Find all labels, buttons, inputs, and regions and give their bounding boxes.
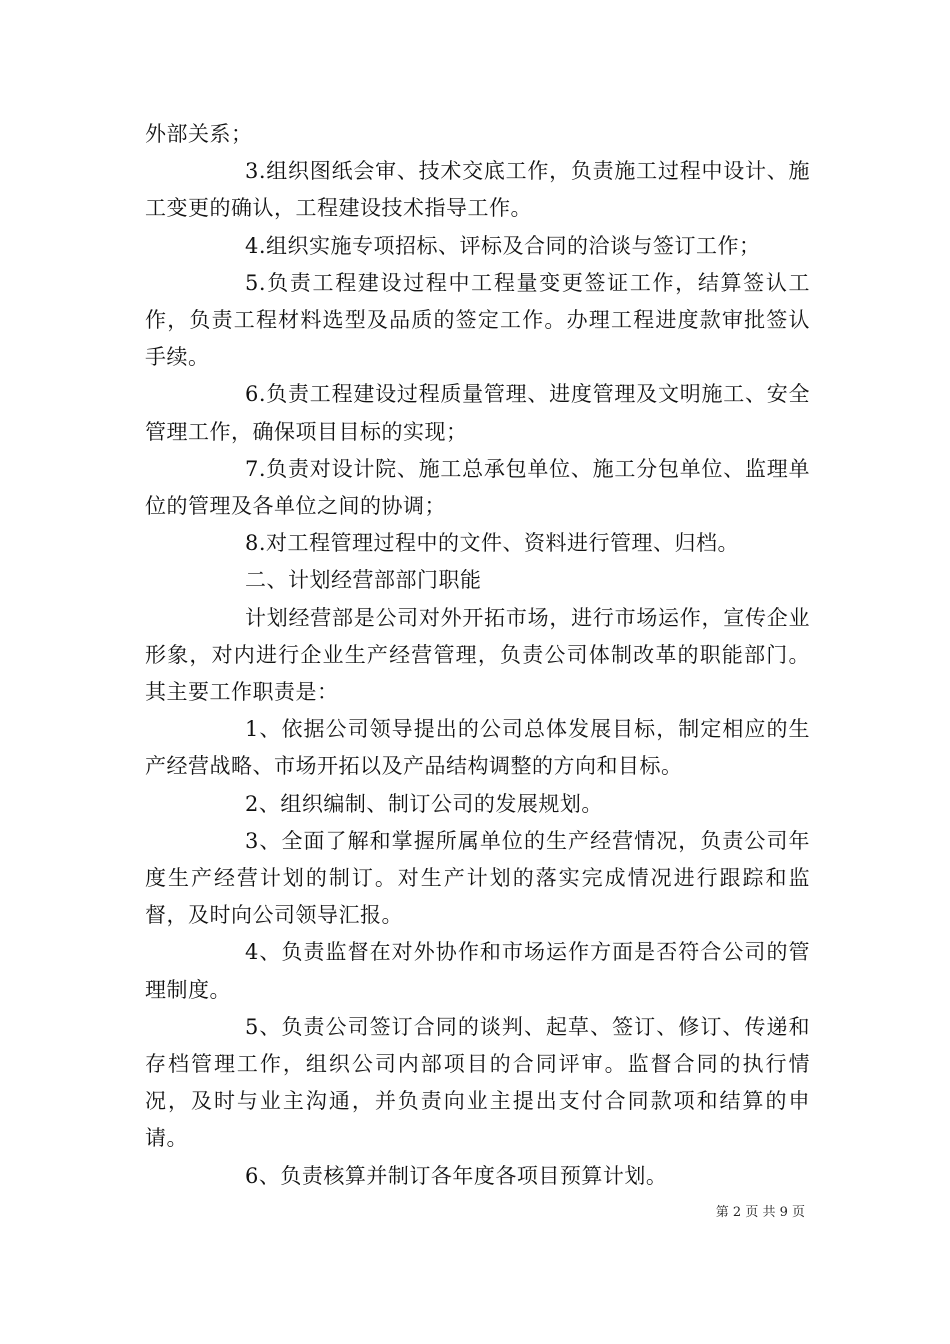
paragraph-item-3: 3.组织图纸会审、技术交底工作，负责施工过程中设计、施工变更的确认，工程建设技术指导工作。 [145, 159, 810, 221]
paragraph-planning-intro: 计划经营部是公司对外开拓市场，进行市场运作，宣传企业形象，对内进行企业生产经营管理，负责公司体制改革的职能部门。其主要工作职责是： [145, 605, 810, 705]
paragraph-duty-6: 6、负责核算并制订各年度各项目预算计划。 [245, 1163, 668, 1188]
paragraph-duty-4: 4、负责监督在对外协作和市场运作方面是否符合公司的管理制度。 [145, 940, 810, 1002]
section-heading-planning: 二、计划经营部部门职能 [245, 568, 482, 593]
paragraph-duty-5: 5、负责公司签订合同的谈判、起草、签订、修订、传递和存档管理工作，组织公司内部项目的合同评审。监督合同的执行情况，及时与业主沟通，并负责向业主提出支付合同款项和结算的申请。 [145, 1014, 810, 1151]
paragraph-item-7: 7.负责对设计院、施工总承包单位、施工分包单位、监理单位的管理及各单位之间的协调； [145, 456, 810, 519]
paragraph-duty-3: 3、全面了解和掌握所属单位的生产经营情况，负责公司年度生产经营计划的制订。对生产计划的落实完成情况进行跟踪和监督，及时向公司领导汇报。 [145, 828, 810, 928]
paragraph-duty-2: 2、组织编制、制订公司的发展规划。 [245, 791, 603, 816]
paragraph-item-6: 6.负责工程建设过程质量管理、进度管理及文明施工、安全管理工作，确保项目目标的实现； [145, 382, 810, 444]
paragraph-continuation: 外部关系； [145, 122, 253, 146]
paragraph-item-5: 5.负责工程建设过程中工程量变更签证工作，结算签认工作，负责工程材料选型及品质的签定工作。办理工程进度款审批签认手续。 [145, 270, 810, 370]
paragraph-duty-1: 1、依据公司领导提出的公司总体发展目标，制定相应的生产经营战略、市场开拓以及产品结构调整的方向和目标。 [145, 717, 810, 779]
page-number-footer: 第 2 页 共 9 页 [715, 1205, 805, 1220]
paragraph-item-8: 8.对工程管理过程中的文件、资料进行管理、归档。 [245, 531, 740, 556]
paragraph-item-4: 4.组织实施专项招标、评标及合同的洽谈与签订工作； [245, 233, 761, 258]
document-body [145, 116, 810, 1195]
